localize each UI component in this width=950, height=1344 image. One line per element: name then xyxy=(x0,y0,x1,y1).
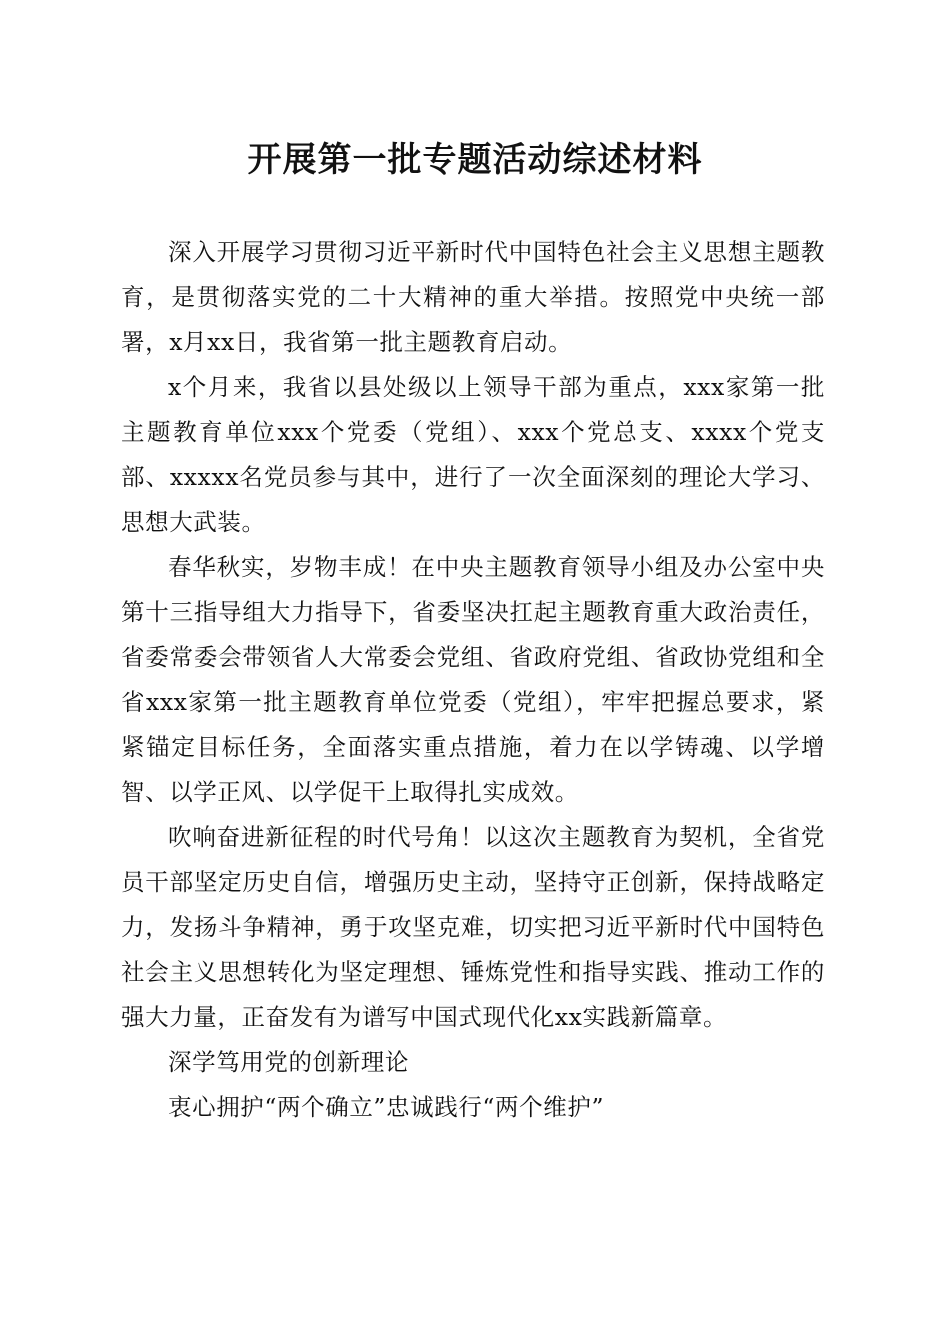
subheading-two-establishments: 衷心拥护“两个确立”忠诚践行“两个维护” xyxy=(168,1093,605,1121)
subheading-theory: 深学笃用党的创新理论 xyxy=(168,1048,409,1076)
document-title: 开展第一批专题活动综述材料 xyxy=(247,140,703,180)
document-body xyxy=(121,230,825,1130)
paragraph-achievements: 春华秋实，岁物丰成！在中央主题教育领导小组及办公室中央第十三指导组大力指导下，省委坚决扛起主题教育重大政治责任，省委常委会带领省人大常委会党组、省政府党组、省政协党组和全省xxx家第一批主题教育单位党委（党组），牢牢把握总要求，紧紧锚定目标任务，全面落实重点措施，着力在以学铸魂、以学增智、以学正风、以学促干上取得扎实成效。 xyxy=(121,553,825,806)
paragraph-outlook: 吹响奋进新征程的时代号角！以这次主题教育为契机，全省党员干部坚定历史自信，增强历史主动，坚持守正创新，保持战略定力，发扬斗争精神，勇于攻坚克难，切实把习近平新时代中国特色社会主义思想转化为坚定理想、锤炼党性和指导实践、推动工作的强大力量，正奋发有为谱写中国式现代化xx实践新篇章。 xyxy=(121,823,825,1031)
paragraph-participation: x个月来，我省以县处级以上领导干部为重点，xxx家第一批主题教育单位xxx个党委（党组）、xxx个党总支、xxxx个党支部、xxxxx名党员参与其中，进行了一次全面深刻的理论大学习、思想大武装。 xyxy=(121,373,825,536)
paragraph-intro: 深入开展学习贯彻习近平新时代中国特色社会主义思想主题教育，是贯彻落实党的二十大精神的重大举措。按照党中央统一部署，x月xx日，我省第一批主题教育启动。 xyxy=(121,238,825,356)
